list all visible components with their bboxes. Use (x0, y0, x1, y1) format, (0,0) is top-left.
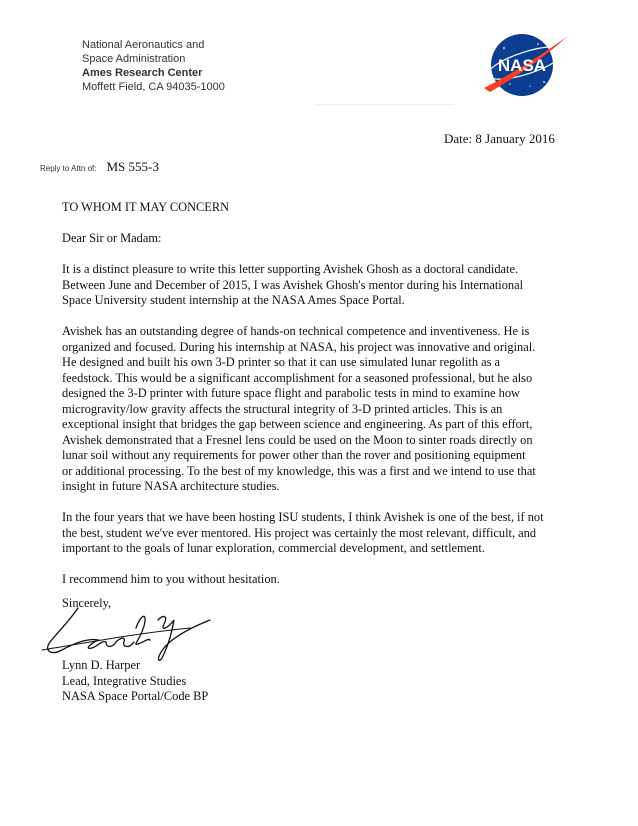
reply-value: MS 555-3 (106, 159, 159, 174)
signer-title: Lead, Integrative Studies (62, 673, 187, 688)
text-line: the best, student we've ever mentored. His project was certainly the most relevant, difficult, and (62, 525, 537, 540)
text-line: feedstock. This would be a significant accomplishment for a seasoned professional, but he also (62, 370, 533, 385)
text-line: Avishek has an outstanding degree of hands-on technical competence and inventiveness. He is (62, 324, 530, 338)
signer-office: NASA Space Portal/Code BP (62, 689, 209, 703)
text-line: lunar soil without any requirements for power other than the rover and positioning equipment (62, 448, 526, 462)
reply-to (40, 158, 159, 176)
org-line-1: National Aeronautics and (82, 39, 205, 51)
letter-body (62, 200, 582, 588)
text-line: exceptional insight that bridges the gap between science and engineering. As part of this effort, (62, 417, 533, 431)
signer-block (62, 658, 208, 705)
letterhead-organization (82, 38, 225, 94)
paragraph-4 (62, 572, 582, 588)
paragraph-1 (62, 262, 582, 309)
text-line: Space University student internship at the NASA Ames Space Portal. (62, 293, 405, 307)
greeting: Dear Sir or Madam: (62, 231, 162, 245)
text-line: important to the goals of lunar exploration, commercial development, and settlement. (62, 541, 485, 555)
text-line: organized and focused. During his internship at NASA, his project was innovative and original. (62, 339, 536, 354)
letter-date: Date: 8 January 2016 (444, 131, 555, 146)
header-divider (316, 104, 454, 105)
closing: Sincerely, (62, 596, 112, 610)
text-line: In the four years that we have been hosting ISU students, I think Avishek is one of the best, if not (62, 510, 544, 524)
text-line: microgravity/low gravity affects the structural integrity of 3-D printed articles. This is an (62, 401, 503, 416)
paragraph-2 (62, 324, 582, 495)
text-line: or additional processing. To the best of my knowledge, this was a first and we intend to use that (62, 463, 536, 478)
org-center: Ames Research Center (82, 67, 203, 79)
text-line: Avishek demonstrated that a Fresnel lens could be used on the Moon to sinter roads directly on (62, 432, 533, 447)
text-line: It is a distinct pleasure to write this letter supporting Avishek Ghosh as a doctoral candidate. (62, 262, 519, 276)
text-line: I recommend him to you without hesitation. (62, 572, 280, 586)
text-line: designed the 3-D printer with future space flight and parabolic tests in mind to examine how (62, 386, 520, 400)
org-address: Moffett Field, CA 94035-1000 (82, 81, 225, 93)
text-line: insight in future NASA architecture studies. (62, 479, 280, 493)
nasa-logo-icon (480, 30, 572, 100)
signer-name: Lynn D. Harper (62, 658, 141, 672)
paragraph-3 (62, 510, 582, 557)
logo-text: NASA (497, 56, 547, 75)
org-line-2: Space Administration (82, 53, 186, 65)
salutation-header: TO WHOM IT MAY CONCERN (62, 200, 230, 214)
text-line: He designed and built his own 3-D printer so that it can use simulated lunar regolith as a (62, 355, 501, 369)
reply-label: Reply to Attn of: (40, 164, 97, 173)
text-line: Between June and December of 2015, I was Avishek Ghosh's mentor during his International (62, 277, 524, 292)
